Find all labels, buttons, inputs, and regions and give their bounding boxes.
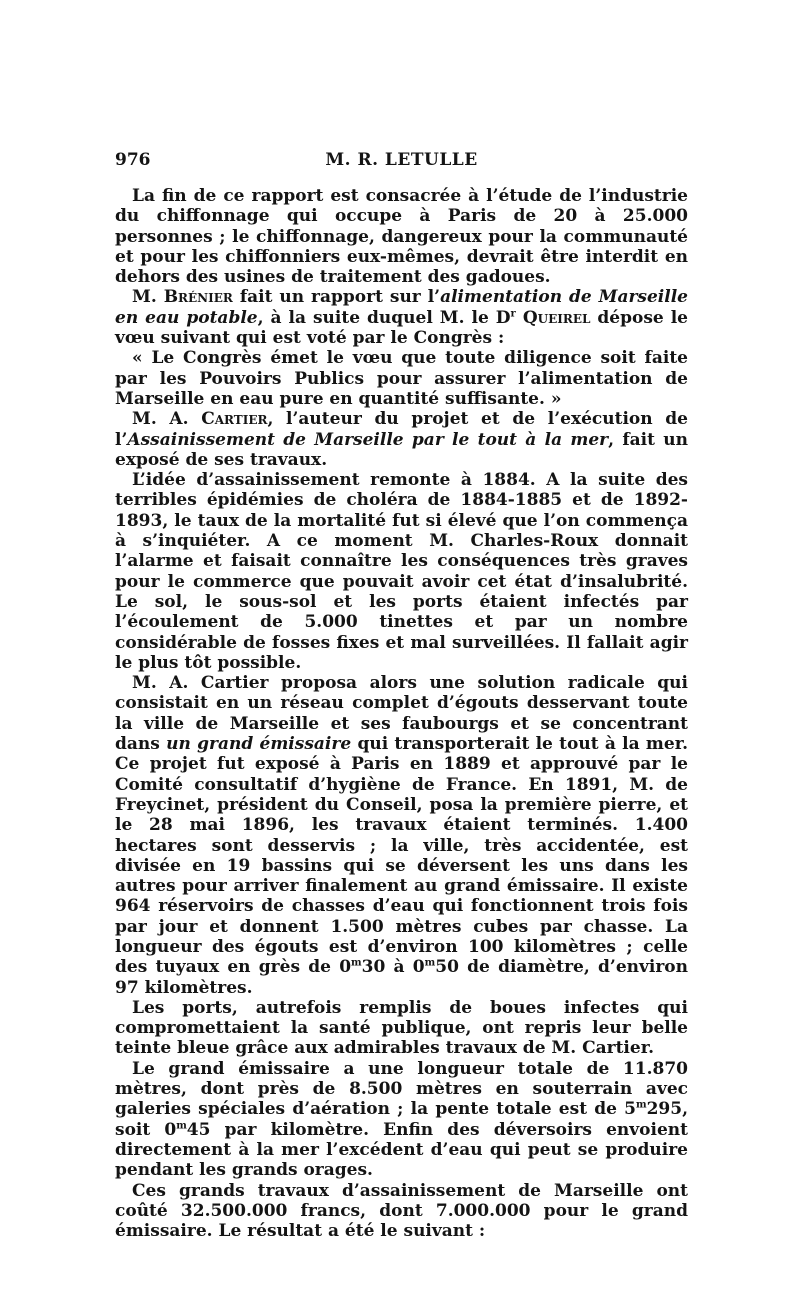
paragraph-ports: Les ports, autrefois remplis de boues infectes qui compromettaient la santé publique, ont repris leur belle teinte bleue grâce aux admirables travaux de M. Cartier. [115, 997, 688, 1059]
text-run: M. [132, 287, 157, 308]
text-run: 45 par kilomètre. Enfin des déversoirs envoient directement à la mer l’excédent d’eau qui peut se produire pendant les grands orages. [115, 1119, 688, 1181]
text-run: 50 de diamètre, d’environ 97 kilomètres. [115, 957, 689, 998]
paragraph-sewer-network [115, 673, 688, 998]
page-number: 976 [115, 150, 151, 170]
paragraph-emissaire [115, 1059, 688, 1181]
text-run: 295, soit 0 [115, 1099, 688, 1140]
text-run: M. A. [132, 409, 189, 430]
project-title: Assainissement de Marseille par le tout à la mer [127, 429, 609, 450]
author-name: Queirel [522, 307, 591, 328]
paragraph-voeu-quote: « Le Congrès émet le vœu que toute diligence soit faite par les Pouvoirs Publics pour assurer l’alimentation de Marseille en eau pure en quantité suffisante. » [115, 348, 688, 409]
superscript: m [176, 1120, 187, 1131]
superscript: m [351, 957, 362, 969]
author-name: Cartier [201, 409, 268, 430]
paragraph-cost: Ces grands travaux d’assainissement de Marseille ont coûté 32.500.000 francs, dont 7.000.000 pour le grand émissaire. Le résultat a été le suivant : [115, 1180, 688, 1242]
text-run: Le grand émissaire a une longueur totale de 11.870 mètres, dont près de 8.500 mètres en souterrain avec galeries spéciales d’aération ; la pente totale est de 5 [115, 1058, 688, 1120]
superscript: m [636, 1099, 647, 1111]
text-run: 30 à 0 [361, 957, 425, 978]
author-name: Brénier [163, 287, 233, 308]
paragraph-history: L’idée d’assainissement remonte à 1884. A la suite des terribles épidémies de choléra de 1884-1885 et de 1892-1893, le taux de la mortalité fut si élevé que l’on commença à s’inquiéter. A ce moment M. Charles-Roux donnait l’alarme et faisait connaître les conséquences très graves pour le commerce que pouvait avoir cet état d’insalubrité. Le sol, le sous-sol et les ports étaient infectés par l’écoulement de 5.000 tinettes et par un nombre considérable de fosses fixes et mal surveillées. Il fallait agir le plus tôt possible. [115, 470, 688, 673]
text-run: , l’auteur du projet et de l’exécution de l’ [115, 409, 688, 450]
text-run: M. A. Cartier proposa alors une solution radicale qui consistait en un réseau complet d’égouts desservant toute la ville de Marseille et ses faubourgs et se concentrant dans [115, 673, 688, 755]
text-run: , fait un exposé de ses travaux. [115, 429, 688, 470]
emphasis: un grand émissaire [166, 734, 352, 755]
text-run: , à la suite duquel M. le D [257, 307, 511, 328]
paragraph-chiffonnage: La fin de ce rapport est consacrée à l’étude de l’industrie du chiffonnage qui occupe à Paris de 20 à 25.000 personnes ; le chiffonnage, dangereux pour la communauté et pour les chiffonniers eux-mêmes, devrait être interdit en dehors des usines de traitement des gadoues. [115, 186, 688, 288]
text-run: dépose le vœu suivant qui est voté par le Congrès : [115, 307, 688, 349]
paragraph-cartier-intro [115, 409, 688, 470]
superscript: m [424, 957, 436, 969]
text-run: fait un rapport sur l’ [232, 287, 441, 308]
report-title: alimentation de Marseille en eau potable [115, 287, 688, 328]
text-run: qui transporterait le tout à la mer. Ce projet fut exposé à Paris en 1889 et approuvé par le Comité consultatif d’hygiène de France. En 1891, M. de Freycinet, président du Conseil, posa la première pierre, et le 28 mai 1896, les travaux étaient terminés. 1.400 hectares sont desservis ; la ville, très accidentée, est divisée en 19 bassins qui se déversent les uns dans les autres pour arriver finalement au grand émissaire. Il existe 964 réservoirs de chasses d’eau qui fonctionnent trois fois par jour et donnent 1.500 mètres cubes par chasse. La longueur des égouts est d’environ 100 kilomètres ; celle des tuyaux en grès de 0 [115, 734, 689, 978]
running-head: M. R. LETULLE [325, 150, 478, 170]
paragraph-brenier-report [115, 287, 688, 348]
page-header [115, 150, 688, 174]
body-text [115, 186, 688, 1241]
superscript: r [510, 308, 516, 320]
